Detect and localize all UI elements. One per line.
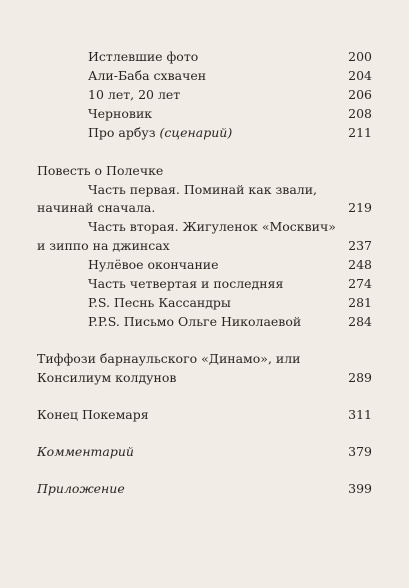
toc-entry-page: 219 bbox=[348, 200, 372, 215]
toc-entry-page: 206 bbox=[348, 87, 372, 102]
toc-entry-page: 237 bbox=[348, 238, 372, 253]
toc-entry bbox=[0, 122, 409, 144]
toc-entry-title: P.S. Песнь Кассандры bbox=[88, 295, 231, 310]
toc-entry-page: 208 bbox=[348, 106, 372, 121]
toc-entry bbox=[0, 441, 409, 463]
toc-entry-title: Часть вторая. Жигуленок «Москвич» bbox=[88, 219, 336, 234]
toc-entry-title: Приложение bbox=[37, 481, 125, 496]
toc-entry-page: 399 bbox=[348, 481, 372, 496]
toc-entry-page: 274 bbox=[348, 276, 372, 291]
toc-entry-title: Черновик bbox=[88, 106, 153, 121]
toc-entry-page: 289 bbox=[348, 370, 372, 385]
toc-entry bbox=[0, 367, 409, 389]
toc-entry-title: Али-Баба схвачен bbox=[88, 68, 207, 83]
toc-entry-page: 211 bbox=[348, 125, 372, 140]
toc-entry-title: Истлевшие фото bbox=[88, 49, 199, 64]
toc-entry-title: P.P.S. Письмо Ольге Николаевой bbox=[88, 314, 302, 329]
toc-entry-page: 200 bbox=[348, 49, 372, 64]
toc-entry-title: и зиппо на джинсах bbox=[37, 238, 170, 253]
toc-entry bbox=[0, 478, 409, 500]
toc-entry-title: начинай сначала. bbox=[37, 200, 156, 215]
toc-entry-title: Часть первая. Поминай как звали, bbox=[88, 182, 318, 197]
toc-entry-title-group bbox=[88, 122, 232, 144]
toc-entry-title: Комментарий bbox=[37, 444, 134, 459]
toc-entry-page: 284 bbox=[348, 314, 372, 329]
toc-entry-title-note: (сценарий) bbox=[159, 125, 233, 140]
toc-entry-page: 204 bbox=[348, 68, 372, 83]
toc-entry-title: Консилиум колдунов bbox=[37, 370, 177, 385]
toc-entry-title: Тиффози барнаульского «Динамо», или bbox=[37, 351, 301, 366]
toc-entry-page: 311 bbox=[348, 407, 372, 422]
toc-entry-title: 10 лет, 20 лет bbox=[88, 87, 181, 102]
toc-entry-page: 281 bbox=[348, 295, 372, 310]
toc-entry-page: 379 bbox=[348, 444, 372, 459]
toc-entry-title: Конец Покемаря bbox=[37, 407, 149, 422]
toc-entry-title: Повесть о Полечке bbox=[37, 163, 164, 178]
toc-entry-page: 248 bbox=[348, 257, 372, 272]
toc-entry bbox=[0, 404, 409, 426]
toc-entry bbox=[0, 311, 409, 333]
toc-entry-title: Нулёвое окончание bbox=[88, 257, 219, 272]
toc-entry-title: Часть четвертая и последняя bbox=[88, 276, 284, 291]
toc-entry-title: Про арбуз bbox=[88, 125, 156, 140]
